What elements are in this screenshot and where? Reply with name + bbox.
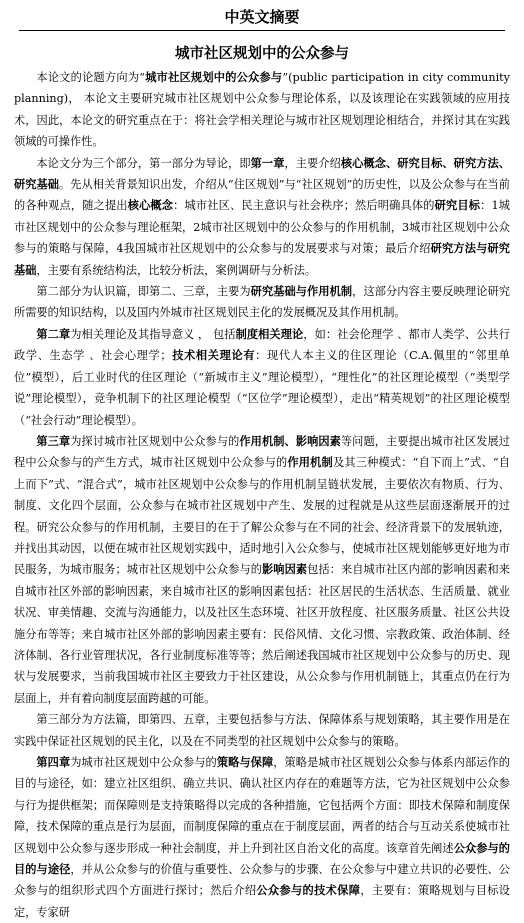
- bold-text-run: 技术相关理论有: [171, 348, 256, 363]
- text-run: ”(public participation in city community planning)， 本论文主要研究城市社区规划中公众参与理论体系，以及该理论在实践领域的应用技术，因此，本论文的研究重点在于：将社会学相关理论与城市社区规划理论相结合，并探讨其在实践领域的可操作性。: [14, 71, 510, 149]
- bold-text-run: 策略与保障: [216, 755, 274, 769]
- bold-text-run: 第二章: [36, 326, 71, 341]
- text-run: ：现代人本主义的住区理论（C.A.佩里的“邻里单位”模型），后工业时代的住区理论（“新城市主义”理论模型），“理性化”的社区理论模型（“类型学说”理论模型），竞争机制下的社区理论模型（“区位学”理论模型），走出“精英规划”的社区理论模型（“社会行动”理论模型）。: [14, 349, 510, 427]
- text-run: 为探讨城市社区规划中公众参与的: [70, 434, 240, 448]
- bold-text-run: 第一章: [250, 155, 285, 170]
- text-run: ，这部分内容主要反映理论研究所需要的知识结构，以及国内外城市社区规划民主化的发展概况及其作用机制。: [14, 285, 510, 320]
- abstract-paragraph: [14, 281, 510, 324]
- section-header: 中英文摘要: [19, 0, 505, 31]
- text-run: 为城市社区规划中公众参与的: [70, 756, 217, 769]
- bold-text-run: 作用机制: [287, 455, 333, 470]
- bold-text-run: 制度相关理论: [235, 326, 304, 341]
- text-run: 为相关理论及其指导意义 ， 包括: [70, 327, 236, 341]
- bold-text-run: 第三章: [36, 433, 71, 448]
- text-run: ：城市社区、民主意识与社会秩序；然后明确具体的: [173, 199, 435, 213]
- paper-title: 城市社区规划中的公众参与: [175, 45, 349, 62]
- bold-text-run: 核心概念: [127, 198, 174, 213]
- text-run: ，主要有系统结构法，比较分析法，案例调研与分析法。: [36, 263, 317, 277]
- abstract-paragraph: [14, 709, 510, 752]
- abstract-paragraph: [14, 67, 510, 153]
- bold-text-run: 第四章: [36, 755, 71, 769]
- bold-text-run: 影响因素: [262, 562, 308, 577]
- text-run: ，并从公众参与的价值与重要性、公众参与的步骤、在公众参与中建立共识的必要性、公众参与的组织形式四个方面进行探讨；然后介绍: [14, 863, 510, 898]
- bold-text-run: 城市社区规划中的公众参与: [144, 70, 283, 84]
- text-run: 及其三种模式：“自下而上”式、“自上而下”式、“混合式”，城市社区规划中公众参与的作用机制呈链状发展，主要依次有物质、行为、制度、文化四个层面，公众参与在城市社区规划中产生、发展的过程就是从这些层面逐渐展开的过程。研究公众参与的作用机制，主要目的在于了解公众参与在不同的社会、经济背景下的发展轨迹，并找出其动因，以便在城市社区规划实践中，适时地引入公众参与，使城市社区规划能够更好地为市民服务，为城市服务；城市社区规划中公众参与的: [14, 456, 510, 577]
- bold-text-run: 研究目标: [434, 198, 481, 213]
- abstract-paragraph: [14, 153, 510, 281]
- bold-text-run: 公众参与的技术保障: [256, 883, 361, 898]
- bold-text-run: 研究基础与作用机制: [250, 284, 353, 299]
- text-run: 包括：来自城市社区内部的影响因素和来自城市社区外部的影响因素，来自城市社区的影响因素包括：社区居民的生活状态、生活质量、就业状况、审美情趣、交流与沟通能力，以及社区生态环境、社区开放程度、社区服务质量、社区公共设施分布等等；来自城市社区外部的影响因素主要有：民俗风情、文化习惯、宗教政策、政治体制、经济体制、各行业管理状况，各行业制度标准等等；然后阐述我国城市社区规划中公众参与的历史、现状与发展要求，当前我国城市社区主要致力于社区建设，从公众参与作用机制链上，其重点仍在行为层面上，并有着向制度层面跨越的可能。: [14, 563, 510, 705]
- abstract-paragraph: [14, 752, 510, 923]
- text-run: ，主要介绍: [284, 156, 341, 170]
- text-run: 第三部分为方法篇，即第四、五章，主要包括参与方法、保障体系与规划策略，其主要作用是在实践中保证社区规划的民主化，以及在不同类型的社区规划中公众参与的策略。: [14, 713, 510, 748]
- text-run: 。先从相关背景知识出发，介绍从“住区规划”与“社区规划”的历史性，以及公众参与在当前的各种观点，随之提出: [14, 178, 510, 213]
- text-run: ：1城市社区规划中的公众参与理论框架，2城市社区规划中的公众参与的作用机制，3城市社区规划中公众参与的策略与保障，4我国城市社区规划中的公众参与的发展要求与对策；最后介绍: [14, 199, 510, 256]
- bold-text-run: 核心概念、研究目标、研究方法、研究基础: [14, 155, 510, 192]
- text-run: ，策略是城市社区规划公众参与体系内部运作的目的与途径，如：建立社区组织、确立共识、确认社区内存在的难题等方法，它为社区规划中公众参与行为提供框架；而保障则是支持策略得以完成的各种措施，它包括两个方面：即技术保障和制度保障，技术保障的重点是行为层面，而制度保障的重点在于制度层面，两者的结合与互动关系使城市社区规划中公众参与逐步形成一种社会制度，并上升到社区自治文化的高度。该章首先阐述: [14, 756, 510, 855]
- bold-text-run: 作用机制、影响因素: [239, 433, 341, 448]
- text-run: 本论文的论题方向为“: [36, 71, 145, 84]
- abstract-body: [14, 67, 510, 923]
- text-run: 第二部分为认识篇，即第二、三章，主要为: [36, 285, 251, 299]
- text-run: ，主要有：策略规划与目标设定，专家研: [14, 884, 510, 919]
- abstract-paragraph: [14, 324, 510, 431]
- bold-text-run: 研究方法与研究基础: [14, 241, 510, 277]
- text-run: ，如：社会伦理学 、都市人类学、公共行政学、生态学 、社会心理学；: [14, 327, 510, 363]
- abstract-paragraph: [14, 431, 510, 709]
- text-run: 本论文分为三个部分，第一部分为导论，即: [36, 156, 251, 170]
- text-run: 等问题，主要提出城市社区发展过程中公众参与的产生方式，城市社区规划中公众参与的: [14, 434, 510, 470]
- bold-text-run: 公众参与的目的与途径: [14, 840, 510, 877]
